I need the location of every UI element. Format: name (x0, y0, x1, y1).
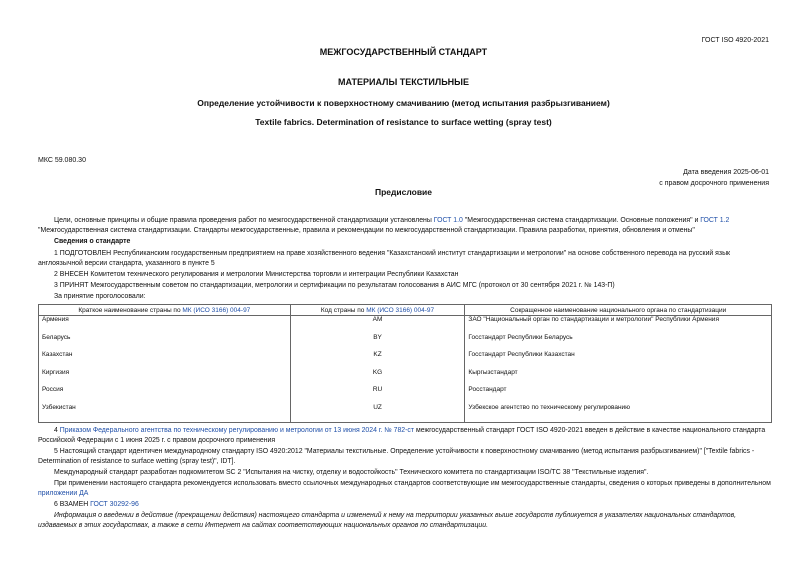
table-header-country (39, 305, 291, 316)
table-row (39, 404, 772, 422)
body-cell: Госстандарт Республики Беларусь (465, 334, 772, 352)
standard-type-heading: МЕЖГОСУДАРСТВЕННЫЙ СТАНДАРТ (319, 47, 488, 57)
code-cell: KG (290, 369, 465, 387)
body-cell: Узбекское агентство по техническому регулированию (465, 404, 772, 422)
table-row (39, 386, 772, 404)
preface-heading: Предисловие (374, 187, 433, 197)
preface-item-6 (38, 500, 773, 510)
code-cell: BY (290, 334, 465, 352)
document-title: МАТЕРИАЛЫ ТЕКСТИЛЬНЫЕ (338, 77, 469, 87)
code-cell: UZ (290, 404, 465, 422)
early-application-line: с правом досрочного применения (659, 180, 769, 187)
code-cell: AM (290, 316, 465, 334)
code-cell: RU (290, 386, 465, 404)
code-cell: KZ (290, 351, 465, 369)
voted-label: За принятие проголосовали: (54, 293, 146, 300)
appendix-da-link[interactable]: приложении ДА (38, 489, 89, 497)
document-subtitle-ru: Определение устойчивости к поверхностному смачиванию (метод испытания разбрызгиванием) (197, 98, 610, 108)
text: "Межгосударственная система стандартизации. Стандарты межгосударственные, правила и рекомендации по межгосударственной стандартизации. Правила разработки, принятия, обновления и отмены" (38, 226, 695, 234)
country-cell: Киргизия (39, 369, 291, 387)
preface-item-2: 2 ВНЕСЕН Комитетом технического регулирования и метрологии Министерства торговли и интеграции Республики Казахстан (54, 271, 459, 278)
preface-paragraph-1 (38, 216, 773, 235)
text: 6 ВЗАМЕН (54, 501, 91, 508)
country-cell: Узбекистан (39, 404, 291, 422)
body-cell: Росстандарт (465, 386, 772, 404)
text: Код страны по (320, 306, 367, 314)
document-subtitle-en: Textile fabrics. Determination of resistance to surface wetting (spray test) (255, 117, 552, 127)
text: 4 (54, 427, 60, 434)
table-row (39, 369, 772, 387)
voting-countries-table (38, 304, 772, 423)
preface-item-5: 5 Настоящий стандарт идентичен международному стандарту ISO 4920:2012 "Материалы текстильные. Определение устойчивости к поверхностному смачиванию (метод испытания разбрызгиванием)" ["Textile fabrics - Determination of resistance to surface wetting (spray test)", IDT]. (38, 448, 755, 465)
table-row (39, 316, 772, 334)
mk-iso-3166-link[interactable]: МК (ИСО 3166) 004-97 (366, 306, 435, 314)
text: межгосударственный стандарт ГОСТ ISO 4920-2021 введен в действие в качестве национального стандарта Российской Федерации с 1 июня 2025 г. с правом досрочного применения (38, 427, 766, 444)
country-cell: Армения (39, 316, 291, 334)
table-row (39, 334, 772, 352)
preface-item-3: 3 ПРИНЯТ Межгосударственным советом по стандартизации, метрологии и сертификации по результатам голосования в АИС МГС (протокол от 30 сентября 2021 г. № 143-П) (54, 282, 615, 289)
text: При применении настоящего стандарта рекомендуется использовать вместо ссылочных международных стандартов соответствующие им межгосударственные стандарты, сведения о которых приведены в дополнительном (54, 480, 771, 487)
table-header-code (290, 305, 465, 316)
mks-code: МКС 59.080.30 (38, 157, 86, 164)
introduction-date (659, 167, 769, 189)
rosstandart-order-link[interactable]: Приказом Федерального агентства по техническому регулированию и метрологии от 13 июня 2024 г. № 782-ст (59, 427, 415, 434)
country-cell: Россия (39, 386, 291, 404)
text: Краткое наименование страны по (78, 306, 183, 314)
table-row (39, 351, 772, 369)
document-code: ГОСТ ISO 4920-2021 (701, 37, 769, 44)
body-cell: Госстандарт Республики Казахстан (465, 351, 772, 369)
publication-note: Информация о введении в действие (прекращении действия) настоящего стандарта и изменений к нему на территории указанных выше государств публикуется в указателях национальных стандартов, издаваемых в этих государствах, а также в сети Интернет на сайтах соответствующих национальных органов по стандартизации. (38, 512, 737, 529)
gost-1-2-link[interactable]: ГОСТ 1.2 (700, 217, 730, 224)
country-cell: Казахстан (39, 351, 291, 369)
about-standard-heading: Сведения о стандарте (54, 238, 131, 245)
text: "Межгосударственная система стандартизации. Основные положения" и (462, 217, 701, 224)
country-cell: Беларусь (39, 334, 291, 352)
body-cell: Кыргызстандарт (465, 369, 772, 387)
introduction-date-line: Дата введения 2025-06-01 (683, 169, 769, 176)
text: Цели, основные принципы и общие правила проведения работ по межгосударственной стандартизации установлены (54, 217, 434, 224)
preface-item-4 (38, 426, 773, 445)
preface-item-5-application (38, 479, 773, 498)
preface-item-5-developer: Международный стандарт разработан подкомитетом SC 2 "Испытания на чистку, отделку и водостойкость" Технического комитета по стандартизации ISO/TC 38 "Текстильные изделия". (54, 469, 649, 476)
gost-30292-96-link[interactable]: ГОСТ 30292-96 (90, 501, 139, 508)
table-header-body: Сокращенное наименование национального органа по стандартизации (465, 305, 772, 316)
mk-iso-3166-link[interactable]: МК (ИСО 3166) 004-97 (182, 306, 251, 314)
body-cell: ЗАО "Национальный орган по стандартизации и метрологии" Республики Армения (465, 316, 772, 334)
gost-1-0-link[interactable]: ГОСТ 1.0 (433, 217, 463, 224)
preface-item-1: 1 ПОДГОТОВЛЕН Республиканским государственным предприятием на праве хозяйственного ведения "Казахстанский институт стандартизации и метрологии" на основе собственного перевода на русский язык англоязычной версии стандарта, указанного в пункте 5 (38, 250, 731, 267)
